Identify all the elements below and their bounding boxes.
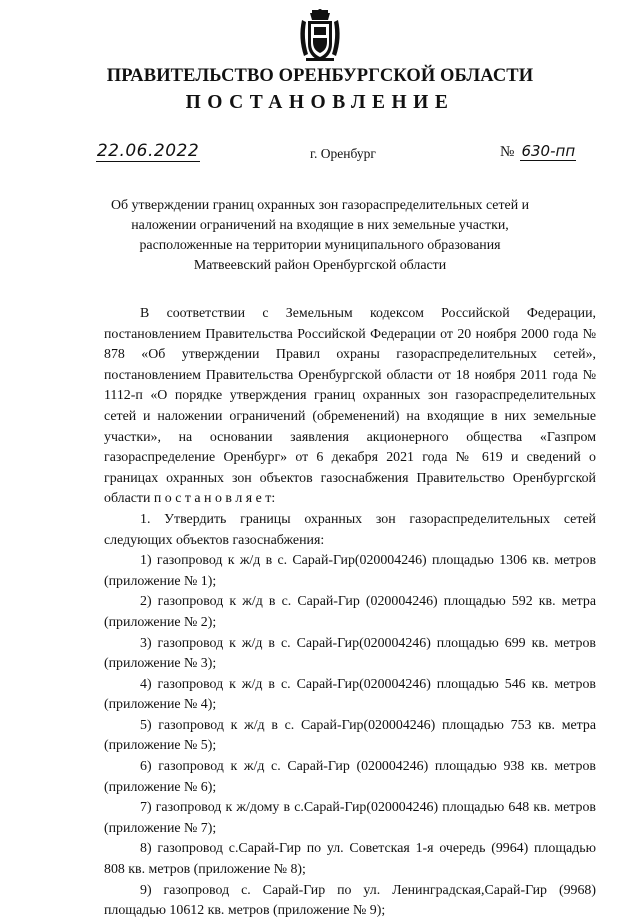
decree-body (104, 304, 596, 922)
list-item: 3) газопровод к ж/д в с. Сарай-Гир(020004246) площадью 699 кв. метров (приложение № 3); (104, 635, 596, 672)
list-item: 2) газопровод к ж/д в с. Сарай-Гир (020004246) площадью 592 кв. метра (приложение № 2); (104, 594, 596, 630)
number-value: 630-пп (521, 142, 576, 160)
list-item: 8) газопровод с.Сарай-Гир по ул. Советская 1-я очередь (9964) площадью 808 кв. метров (приложение № 8); (104, 841, 596, 878)
list-item: 5) газопровод к ж/д в с. Сарай-Гир(020004246) площадью 753 кв. метра (приложение № 5); (104, 717, 596, 754)
decree-date: 22.06.2022 (96, 141, 200, 161)
list-item: 7) газопровод к ж/дому в с.Сарай-Гир(020004246) площадью 648 кв. метров (приложение № 7); (104, 800, 596, 836)
number-sign: № (500, 144, 515, 160)
clause-1: 1. Утвердить границы охранных зон газораспределительных сетей следующих объектов газоснабжения: (104, 511, 596, 548)
document-type: ПОСТАНОВЛЕНИЕ (185, 92, 455, 113)
government-name: ПРАВИТЕЛЬСТВО ОРЕНБУРГСКОЙ ОБЛАСТИ (106, 66, 534, 86)
list-item: 1) газопровод к ж/д в с. Сарай-Гир(020004246) площадью 1306 кв. метров (приложение № 1); (104, 553, 596, 589)
list-item: 4) газопровод к ж/д в с. Сарай-Гир(020004246) площадью 546 кв. метров (приложение № 4); (104, 676, 596, 713)
coat-of-arms-icon (296, 8, 344, 64)
list-item: 9) газопровод с. Сарай-Гир по ул. Ленинградская,Сарай-Гир (9968) площадью 10612 кв. метров (приложение № 9); (104, 882, 596, 919)
decree-city: г. Оренбург (310, 146, 376, 161)
preamble-paragraph: В соответствии с Земельным кодексом Российской Федерации, постановлением Правительства Российской Федерации от 20 ноября 2000 года № 878 «Об утверждении Правил охраны газораспределительных сетей», постановлением Правительства Оренбургской области от 18 ноября 2011 года № 1112-п «О порядке утверждения границ охранных зон газораспределительных сетей и наложении ограничений (обременений) на входящие в них земельные участки», на основании заявления акционерного общества «Газпром газораспределение Оренбург» от 6 декабря 2021 года № 619 и сведений о границах охранных зон объектов газоснабжения Правительство Оренбургской области п о с т а н о в л я е т: (104, 306, 596, 507)
list-item: 6) газопровод к ж/д с. Сарай-Гир (020004246) площадью 938 кв. метров (приложение № 6); (104, 759, 596, 795)
decree-number (500, 142, 576, 161)
decree-title: Об утверждении границ охранных зон газораспределительных сетей и наложении ограничений на входящие в них земельные участки, расположенные на территории муниципального образования Матвеевский район Оренбургской области (110, 198, 530, 273)
